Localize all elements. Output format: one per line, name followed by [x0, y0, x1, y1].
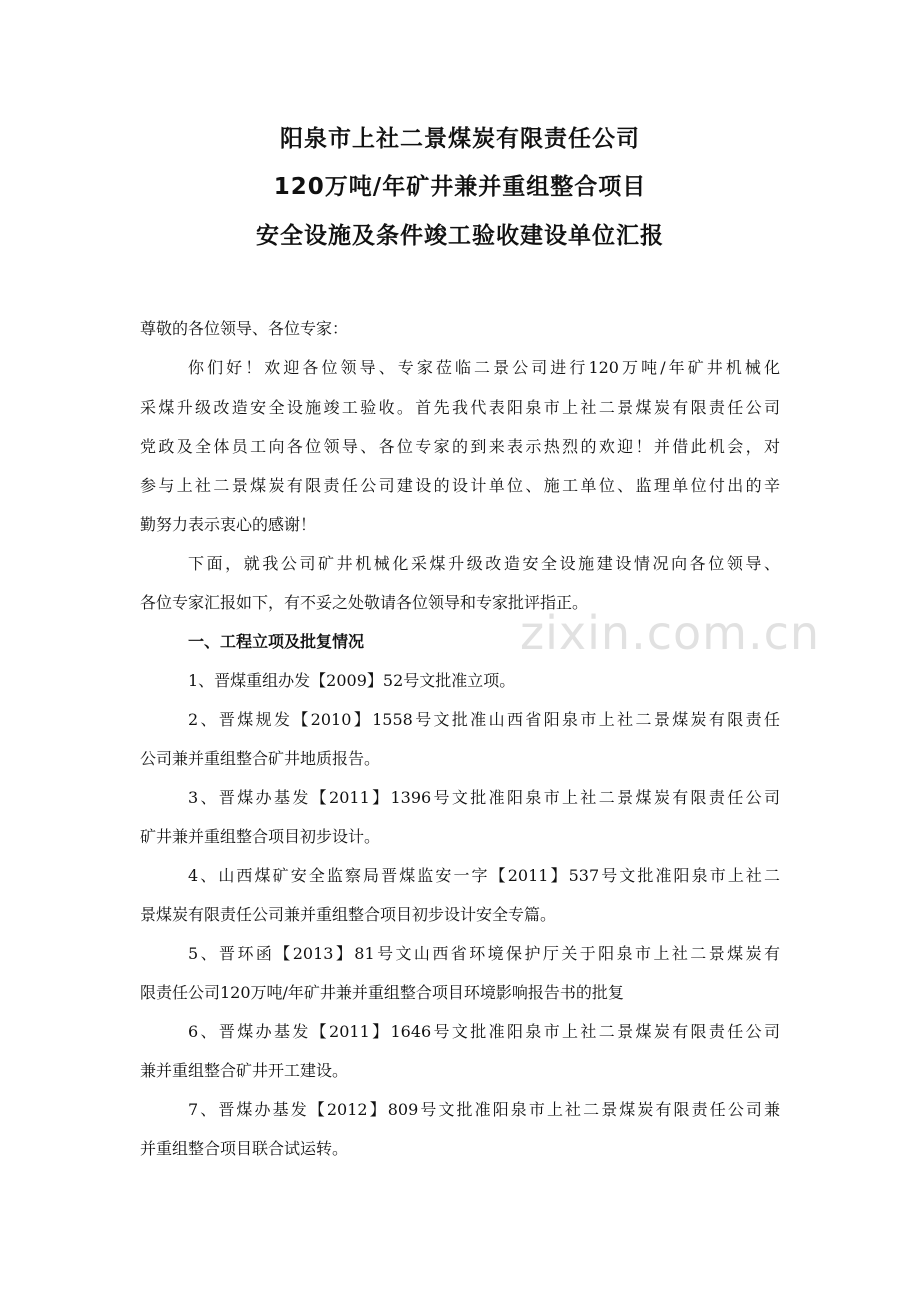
- document-title-line-2: 120万吨/年矿井兼并重组整合项目: [273, 174, 647, 200]
- list-item-4-line-2: 景煤炭有限责任公司兼并重组整合项目初步设计安全专篇。: [140, 905, 557, 924]
- list-item-1: 1、晋煤重组办发【2009】52号文批准立项。: [188, 671, 516, 690]
- paragraph1-line-5: 勤努力表示衷心的感谢！: [140, 515, 317, 534]
- paragraph1-line-2: 采煤升级改造安全设施竣工验收。首先我代表阳泉市上社二景煤炭有限责任公司: [140, 398, 780, 417]
- document-title-line-1: 阳泉市上社二景煤炭有限责任公司: [280, 126, 640, 152]
- salutation: 尊敬的各位领导、各位专家：: [140, 319, 349, 338]
- list-item-5-line-1: 5、晋环函【2013】81号文山西省环境保护厅关于阳泉市上社二景煤炭有: [188, 944, 780, 963]
- list-item-2-line-1: 2、晋煤规发【2010】1558号文批准山西省阳泉市上社二景煤炭有限责任: [188, 710, 780, 729]
- paragraph1-line-4: 参与上社二景煤炭有限责任公司建设的设计单位、施工单位、监理单位付出的辛: [140, 476, 780, 495]
- paragraph1-line-3: 党政及全体员工向各位领导、各位专家的到来表示热烈的欢迎！并借此机会，对: [140, 437, 780, 456]
- paragraph2-line-2: 各位专家汇报如下，有不妥之处敬请各位领导和专家批评指正。: [140, 593, 589, 612]
- list-item-3-line-2: 矿井兼并重组整合项目初步设计。: [140, 827, 381, 846]
- section-heading: 一、工程立项及批复情况: [188, 632, 365, 651]
- list-item-2-line-2: 公司兼并重组整合矿井地质报告。: [140, 749, 381, 768]
- document-title-line-3: 安全设施及条件竣工验收建设单位汇报: [256, 223, 664, 249]
- list-item-4-line-1: 4、山西煤矿安全监察局晋煤监安一字【2011】537号文批准阳泉市上社二: [188, 866, 780, 885]
- watermark: zixin.com.cn: [520, 606, 821, 660]
- list-item-5-line-2: 限责任公司120万吨/年矿井兼并重组整合项目环境影响报告书的批复: [140, 983, 624, 1002]
- list-item-7-line-2: 并重组整合项目联合试运转。: [140, 1139, 349, 1158]
- list-item-3-line-1: 3、晋煤办基发【2011】1396号文批准阳泉市上社二景煤炭有限责任公司: [188, 788, 780, 807]
- list-item-6-line-1: 6、晋煤办基发【2011】1646号文批准阳泉市上社二景煤炭有限责任公司: [188, 1022, 780, 1041]
- list-item-7-line-1: 7、晋煤办基发【2012】809号文批准阳泉市上社二景煤炭有限责任公司兼: [188, 1100, 780, 1119]
- paragraph1-line-1: 你们好！欢迎各位领导、专家莅临二景公司进行120万吨/年矿井机械化: [188, 358, 780, 377]
- list-item-6-line-2: 兼并重组整合矿井开工建设。: [140, 1061, 349, 1080]
- paragraph2-line-1: 下面，就我公司矿井机械化采煤升级改造安全设施建设情况向各位领导、: [188, 554, 780, 573]
